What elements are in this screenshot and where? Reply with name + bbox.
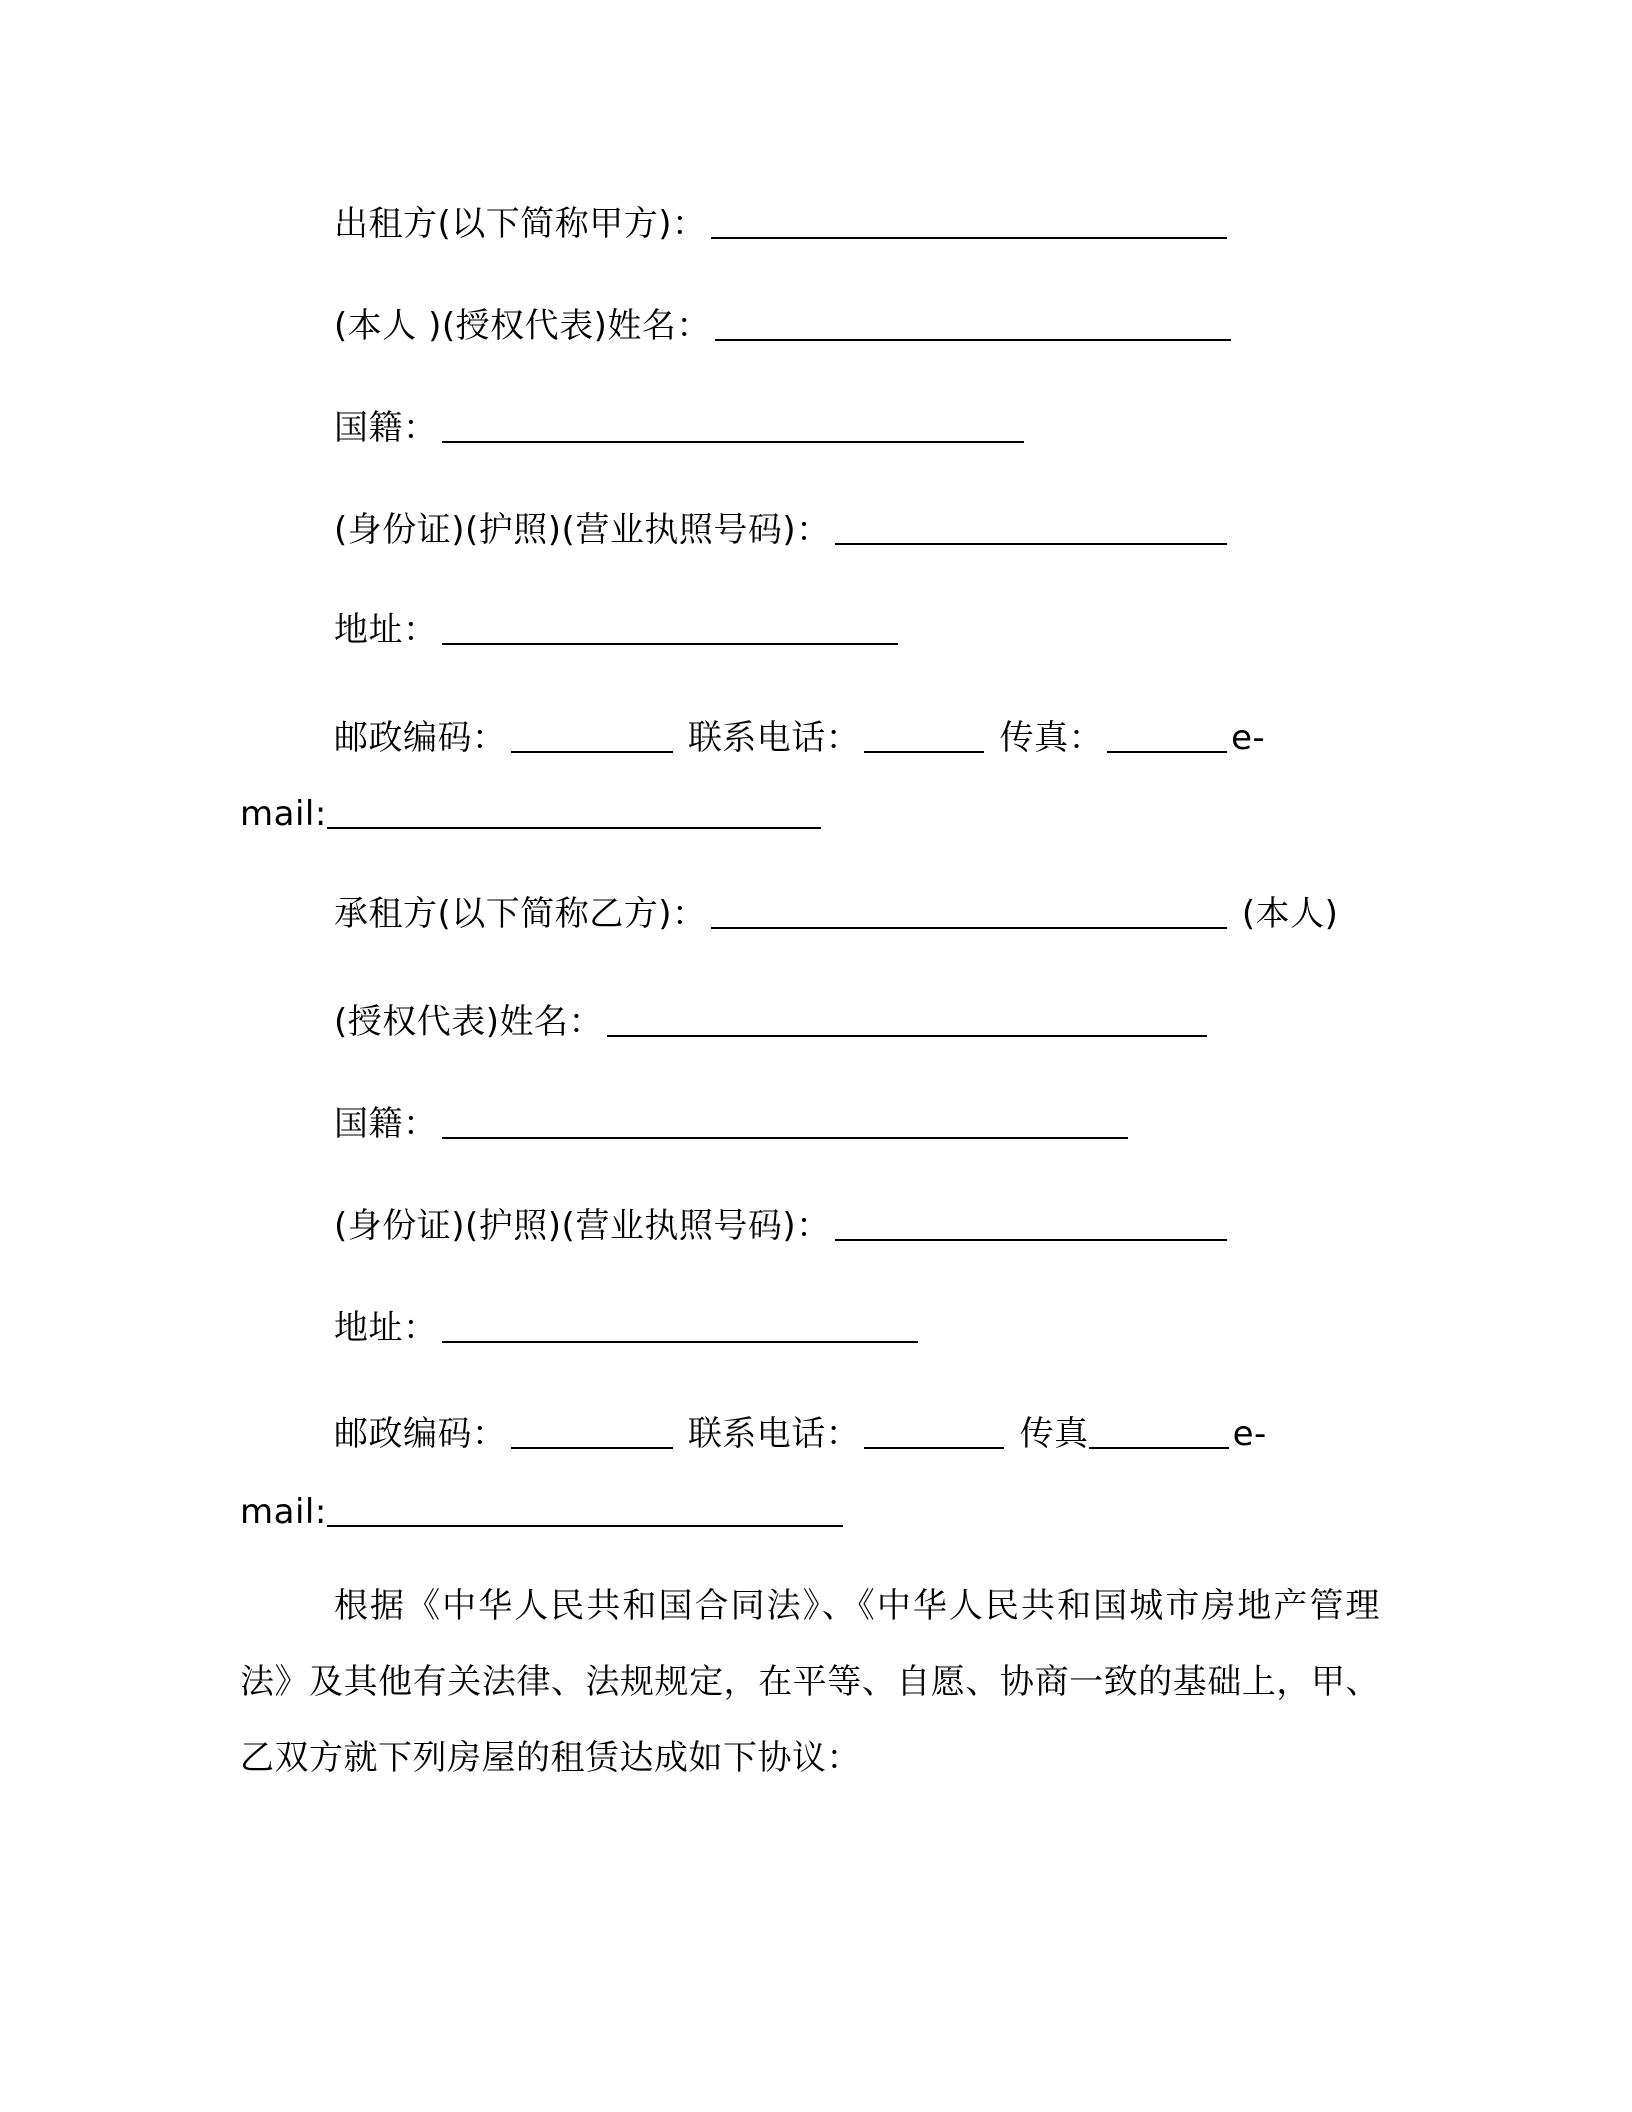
lessee-email-label: mail: [240, 1492, 327, 1532]
lessor-email-row [240, 792, 825, 836]
lessee-phone-label: 联系电话： [687, 1414, 861, 1454]
lessee-representative-row [334, 1000, 1211, 1044]
lessee-address-blank[interactable] [442, 1311, 918, 1343]
lessor-name-blank[interactable] [711, 207, 1227, 239]
preamble-paragraph: 根据《中华人民共和国合同法》、《中华人民共和国城市房地产管理法》及其他有关法律、法规规定，在平等、自愿、协商一致的基础上，甲、乙双方就下列房屋的租赁达成如下协议： [240, 1586, 1380, 1778]
lessee-id-row [334, 1204, 1231, 1248]
lessee-title-suffix: (本人) [1241, 894, 1339, 934]
lessee-title-label: 承租方(以下简称乙方)： [334, 894, 707, 934]
lessee-email-prefix: e- [1232, 1414, 1267, 1454]
lessor-representative-label: (本人 )(授权代表)姓名： [334, 306, 711, 346]
lessor-email-blank[interactable] [327, 797, 821, 829]
lessor-representative-blank[interactable] [715, 309, 1231, 341]
lessor-email-prefix: e- [1231, 718, 1266, 758]
lessor-id-blank[interactable] [835, 513, 1227, 545]
lessee-representative-label: (授权代表)姓名： [334, 1002, 604, 1042]
lessor-nationality-blank[interactable] [442, 411, 1024, 443]
lessor-id-row [334, 508, 1231, 552]
lessor-phone-label: 联系电话： [687, 718, 861, 758]
lessor-contact-row [334, 716, 1265, 760]
lessee-phone-blank[interactable] [864, 1417, 1004, 1449]
lessor-phone-blank[interactable] [864, 721, 984, 753]
lessee-name-blank[interactable] [711, 897, 1227, 929]
lessee-fax-label: 传真 [1019, 1414, 1089, 1454]
lessor-address-label: 地址： [334, 610, 438, 650]
lessor-nationality-row [334, 406, 1028, 450]
lessee-title-row [334, 892, 1338, 936]
lessee-fax-blank[interactable] [1089, 1417, 1229, 1449]
lessor-id-label: (身份证)(护照)(营业执照号码)： [334, 510, 831, 550]
lessor-fax-blank[interactable] [1107, 721, 1227, 753]
lessor-title-row [334, 202, 1231, 246]
lessee-nationality-blank[interactable] [442, 1107, 1128, 1139]
lessor-address-blank[interactable] [442, 613, 898, 645]
lessor-address-row [334, 608, 902, 652]
lessor-email-label: mail: [240, 794, 327, 834]
lessor-postcode-label: 邮政编码： [334, 718, 507, 758]
lessor-fax-label: 传真： [999, 718, 1104, 758]
lessee-nationality-row [334, 1102, 1132, 1146]
lessee-address-row [334, 1306, 922, 1350]
lessee-postcode-label: 邮政编码： [334, 1414, 507, 1454]
lessee-id-blank[interactable] [835, 1209, 1227, 1241]
lessee-nationality-label: 国籍： [334, 1104, 438, 1144]
lessee-contact-row [334, 1412, 1267, 1456]
lessee-address-label: 地址： [334, 1308, 438, 1348]
lessor-title-label: 出租方(以下简称甲方)： [334, 204, 707, 244]
lessee-id-label: (身份证)(护照)(营业执照号码)： [334, 1206, 831, 1246]
lessee-email-row [240, 1490, 847, 1534]
lessee-email-blank[interactable] [327, 1495, 843, 1527]
lessee-representative-blank[interactable] [607, 1005, 1207, 1037]
lessor-representative-row [334, 304, 1235, 348]
lessee-postcode-blank[interactable] [511, 1417, 673, 1449]
lessor-nationality-label: 国籍： [334, 408, 438, 448]
lessor-postcode-blank[interactable] [511, 721, 673, 753]
